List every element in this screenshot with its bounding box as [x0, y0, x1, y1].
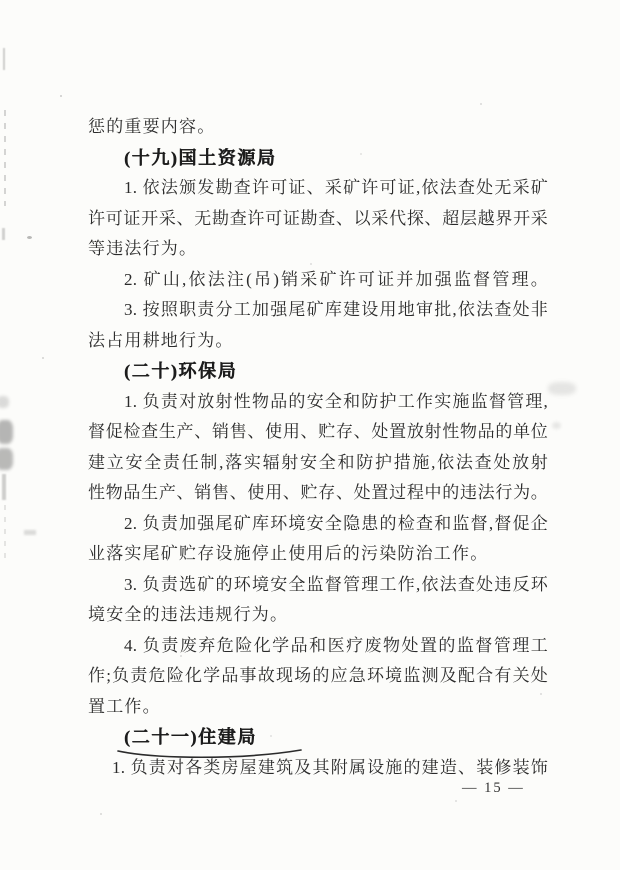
text-line: 作;负责危险化学品事故现场的应急环境监测及配合有关处 — [88, 666, 548, 685]
scan-artifact — [27, 236, 32, 239]
scan-artifact — [552, 422, 561, 429]
text-line: 督促检查生产、销售、使用、贮存、处置放射性物品的单位 — [88, 422, 548, 441]
text-line: 等违法行为。 — [88, 239, 198, 258]
scan-artifact — [2, 474, 6, 500]
text-line: 2. 负责加强尾矿库环境安全隐患的检查和监督,督促企 — [124, 513, 548, 533]
scan-artifact — [0, 396, 9, 408]
text-line: 法占用耕地行为。 — [88, 330, 234, 350]
text-line: 置工作。 — [88, 696, 161, 716]
text-line: 4. 负责废弃危险化学品和医疗废物处置的监督管理工 — [124, 635, 548, 655]
scan-artifact — [0, 420, 13, 444]
scan-artifact — [548, 382, 576, 395]
heading-environmental-bureau: (二十)环保局 — [124, 361, 238, 381]
hand-drawn-underline — [116, 747, 306, 763]
scan-artifact — [24, 530, 36, 535]
scan-artifact — [2, 228, 5, 240]
scan-noise-speckles — [60, 95, 62, 97]
text-line: 建立安全责任制,落实辐射安全和防护措施,依法查处放射 — [88, 452, 548, 472]
heading-housing-bureau — [88, 722, 548, 753]
text-block — [88, 112, 548, 783]
text-line: 境安全的违法违规行为。 — [88, 605, 289, 624]
text-line: 许可证开采、无勘查许可证勘查、以采代探、超层越界开采 — [88, 208, 548, 228]
heading-land-resources-bureau: (十九)国土资源局 — [124, 147, 277, 168]
scan-artifact — [4, 505, 6, 563]
scan-artifact — [0, 448, 13, 470]
text-line: 3. 负责选矿的环境安全监督管理工作,依法查处违反环 — [124, 574, 548, 594]
scan-artifact — [4, 110, 6, 206]
heading-housing-bureau-label: (二十一)住建局 — [124, 727, 257, 747]
text-line: 1. 负责对各类房屋建筑及其附属设施的建造、装修装饰 — [112, 757, 548, 777]
scan-artifact — [3, 48, 5, 70]
text-line: 2. 矿山,依法注(吊)销采矿许可证并加强监督管理。 — [124, 269, 548, 289]
text-line: 1. 负责对放射性物品的安全和防护工作实施监督管理, — [124, 391, 548, 411]
continuation-line: 惩的重要内容。 — [88, 117, 216, 136]
page-number: — 15 — — [462, 780, 525, 796]
text-line: 3. 按照职责分工加强尾矿库建设用地审批,依法查处非 — [124, 300, 548, 319]
text-line: 1. 依法颁发勘查许可证、采矿许可证,依法查处无采矿 — [124, 178, 548, 197]
text-line: 性物品生产、销售、使用、贮存、处置过程中的违法行为。 — [88, 483, 548, 502]
text-line: 业落实尾矿贮存设施停止使用后的污染防治工作。 — [88, 544, 489, 563]
